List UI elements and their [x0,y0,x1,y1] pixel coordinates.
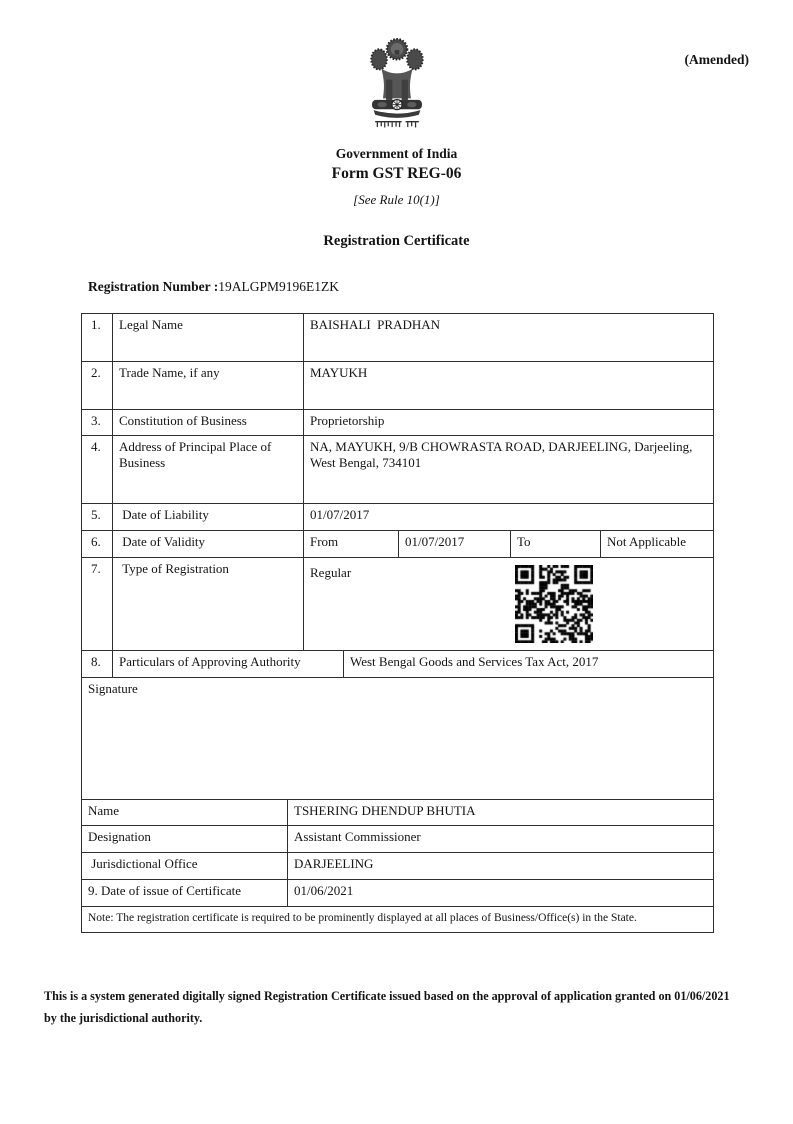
officer-row-designation [82,826,713,853]
officer-row-jurisdictional-office [82,853,713,880]
validity-to-label: To [511,531,601,557]
row-number: 5. [82,504,113,530]
table-row-approving-authority [82,651,713,678]
row-value [304,558,713,650]
note-text: Note: The registration certificate is required to be prominently displayed at all places of Business/Office(s) in the State. [88,912,637,924]
system-generated-disclaimer: This is a system generated digitally signed Registration Certificate issued based on the approval of application granted on 01/06/2021 by the jurisdictional authority. [44,989,730,1025]
row-value: West Bengal Goods and Services Tax Act, 2017 [350,654,599,669]
table-row-date-of-validity [82,531,713,558]
row-number: 6. [82,531,113,557]
validity-from-label: From [304,531,399,557]
table-row-type-of-registration [82,558,713,651]
validity-from-value: 01/07/2017 [399,531,511,557]
validity-to-value: Not Applicable [607,534,687,549]
row-value: DARJEELING [294,856,374,871]
row-value: Assistant Commissioner [294,829,421,844]
table-row-address [82,436,713,504]
row-value: 01/06/2021 [294,883,354,898]
row-label: Particulars of Approving Authority [113,651,344,677]
row-value: TSHERING DHENDUP BHUTIA [294,803,476,818]
row-value: MAYUKH [310,365,368,380]
row-number: 4. [82,436,113,503]
title-registration-certificate: Registration Certificate [323,233,470,249]
registration-type-value: Regular [310,565,352,580]
title-government: Government of India [335,146,458,161]
registration-number-value: 19ALGPM9196E1ZK [218,279,339,294]
row-number: 2. [82,362,113,409]
india-emblem-icon [358,36,436,128]
row-date-of-issue [82,880,713,907]
table-row-constitution [82,410,713,436]
row-label: Constitution of Business [113,410,304,435]
satyameva-jayate-caption [375,121,419,127]
registration-table [81,313,714,933]
row-number: 3. [82,410,113,435]
row-value: Proprietorship [310,413,385,428]
row-label: Jurisdictional Office [82,853,288,879]
signature-row [82,678,713,800]
note-row [82,907,713,932]
row-label: 9. Date of issue of Certificate [82,880,288,906]
registration-number-line [88,279,339,295]
table-row-date-of-liability [82,504,713,531]
india-emblem [357,36,437,133]
row-label: Designation [82,826,288,852]
row-label: Date of Liability [113,504,304,530]
row-number: 1. [82,314,113,361]
row-label: Legal Name [113,314,304,361]
row-label: Date of Validity [113,531,304,557]
title-rule-ref: [See Rule 10(1)] [353,192,440,207]
officer-row-name [82,800,713,826]
row-label: Type of Registration [113,558,304,650]
row-label: Name [82,800,288,825]
registration-number-label: Registration Number : [88,279,219,294]
qr-code [515,565,593,643]
row-number: 8. [82,651,113,677]
title-form-gst-reg: Form GST REG-06 [331,165,462,182]
row-value: BAISHALI PRADHAN [310,317,441,332]
row-label: Address of Principal Place of Business [113,436,304,503]
table-row-trade-name [82,362,713,410]
amended-label: (Amended) [684,52,749,67]
row-value: 01/07/2017 [310,507,370,522]
table-row-legal-name [82,314,713,362]
signature-cell: Signature [88,681,138,696]
row-value: NA, MAYUKH, 9/B CHOWRASTA ROAD, DARJEELING, Darjeeling, West Bengal, 734101 [310,439,696,471]
row-label: Trade Name, if any [113,362,304,409]
row-number: 7. [82,558,113,650]
